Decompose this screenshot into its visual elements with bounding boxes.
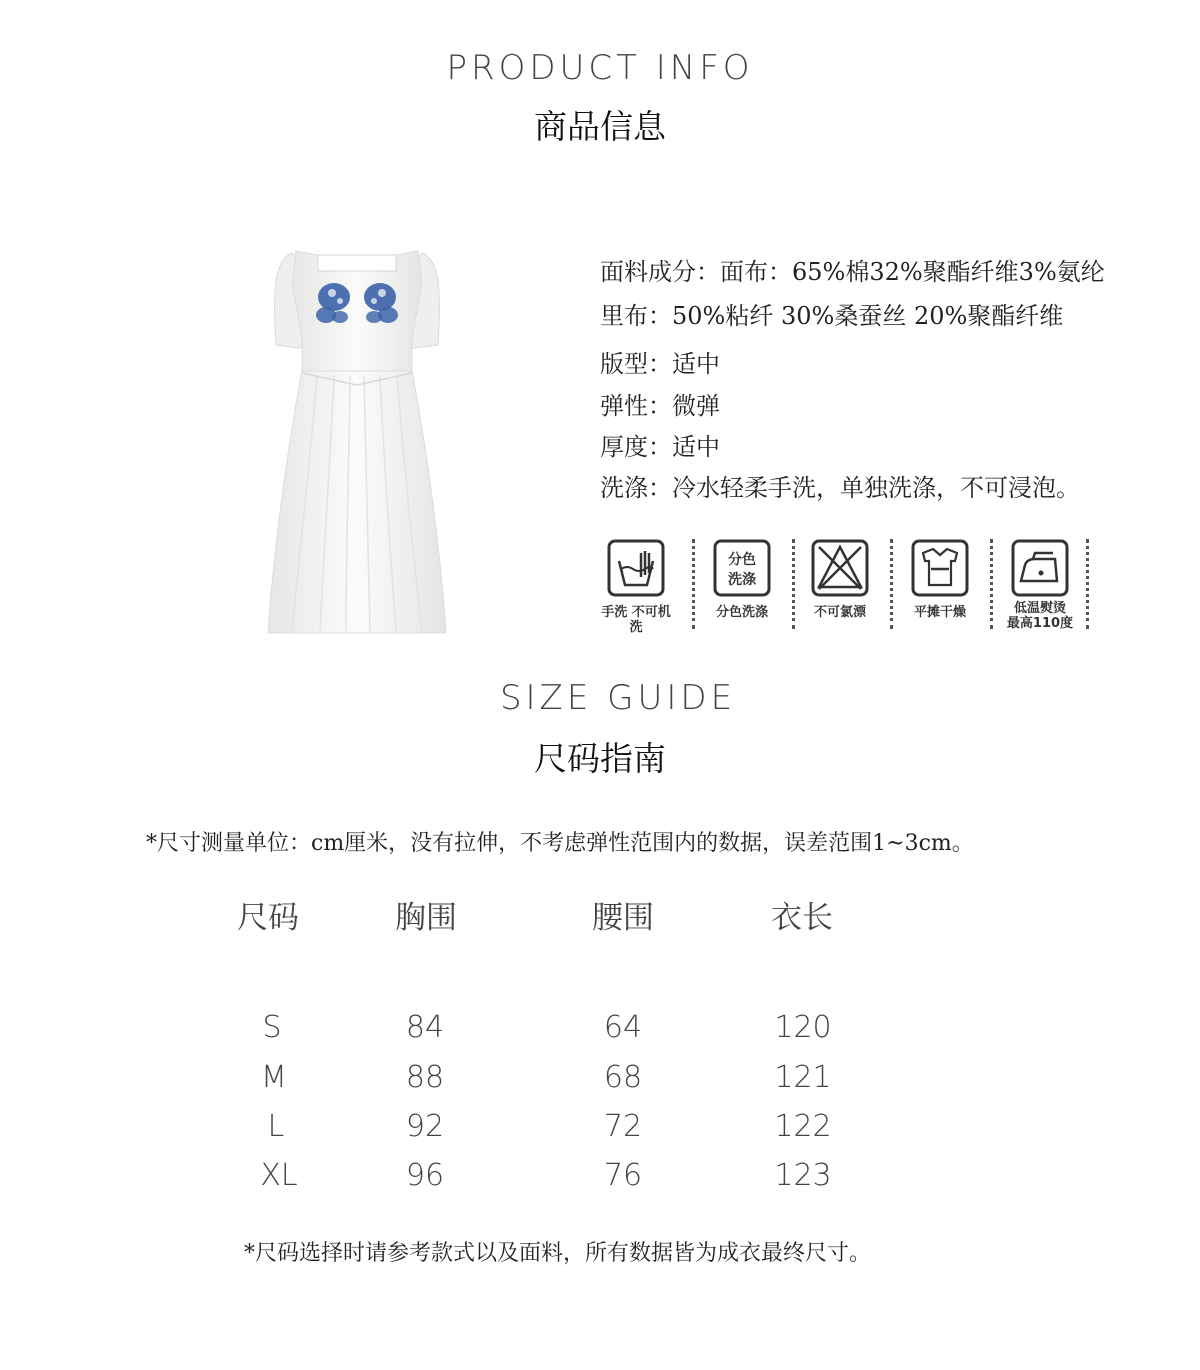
care-label-separate-wash: 分色洗涤 [715,605,768,620]
spec-line-elasticity: 弹性：微弹 [600,392,720,420]
care-item-hand-wash [596,533,676,643]
care-label-no-bleach: 不可氯漂 [813,605,866,620]
hand-wash-icon [607,539,665,597]
care-divider [890,539,893,629]
spec-line-thickness: 厚度：适中 [600,433,720,461]
care-icons-row [596,533,1096,643]
cell-size: M [261,1060,287,1095]
size-note-bottom: *尺码选择时请参考款式以及面料，所有数据皆为成衣最终尺寸。 [244,1241,872,1266]
cell-length: 120 [774,1010,832,1045]
size-guide-title-cn: 尺码指南 [534,739,666,778]
separate-wash-icon-text-1: 分色 [728,552,756,568]
cell-chest: 84 [405,1010,445,1045]
care-divider [990,539,993,629]
product-info-title-cn: 商品信息 [534,107,666,146]
separate-wash-icon [713,539,771,597]
cell-chest: 88 [405,1060,445,1095]
product-info-title-en: PRODUCT INFO [446,48,754,88]
cell-size: L [267,1109,285,1144]
care-divider [692,539,695,629]
cell-chest: 96 [405,1158,445,1193]
spec-line-washing: 洗涤：冷水轻柔手洗，单独洗涤，不可浸泡。 [600,474,1080,502]
care-item-dry-flat [900,533,980,643]
no-bleach-icon [811,539,869,597]
cell-waist: 68 [603,1060,643,1095]
cell-waist: 72 [603,1109,643,1144]
spec-line-fabric: 面料成分：面布：65%棉32%聚酯纤维3%氨纶 [600,258,1105,286]
care-divider [792,539,795,629]
care-label-iron-low: 低温熨烫 [1013,601,1066,616]
iron-low-icon [1011,539,1069,597]
cell-size: S [262,1010,282,1045]
care-item-iron-low [1000,533,1080,643]
col-header-chest: 胸围 [395,900,457,936]
cell-length: 122 [774,1109,832,1144]
separate-wash-icon-text-2: 洗涤 [728,572,756,588]
care-label-dry-flat: 平摊干燥 [913,605,966,620]
dry-flat-icon [911,539,969,597]
size-guide-title-en: SIZE GUIDE [499,678,737,718]
product-dress-image [262,245,452,640]
care-label-iron-max-temp: 最高110度 [1006,616,1074,631]
care-divider [1086,539,1089,629]
cell-waist: 64 [603,1010,643,1045]
care-label-hand-wash: 手洗 不可机洗 [601,605,671,635]
cell-length: 121 [774,1060,832,1095]
col-header-length: 衣长 [771,900,833,936]
care-item-separate-wash [702,533,782,643]
spec-line-lining: 里布：50%粘纤 30%桑蚕丝 20%聚酯纤维 [600,302,1064,330]
col-header-size: 尺码 [237,900,299,936]
cell-size: XL [260,1158,298,1193]
cell-waist: 76 [603,1158,643,1193]
spec-line-fit: 版型：适中 [600,350,720,378]
cell-length: 123 [774,1158,832,1193]
care-item-no-bleach [800,533,880,643]
col-header-waist: 腰围 [592,900,654,936]
cell-chest: 92 [405,1109,445,1144]
size-note-top: *尺寸测量单位：cm厘米，没有拉伸，不考虑弹性范围内的数据，误差范围1~3cm。 [146,831,974,856]
